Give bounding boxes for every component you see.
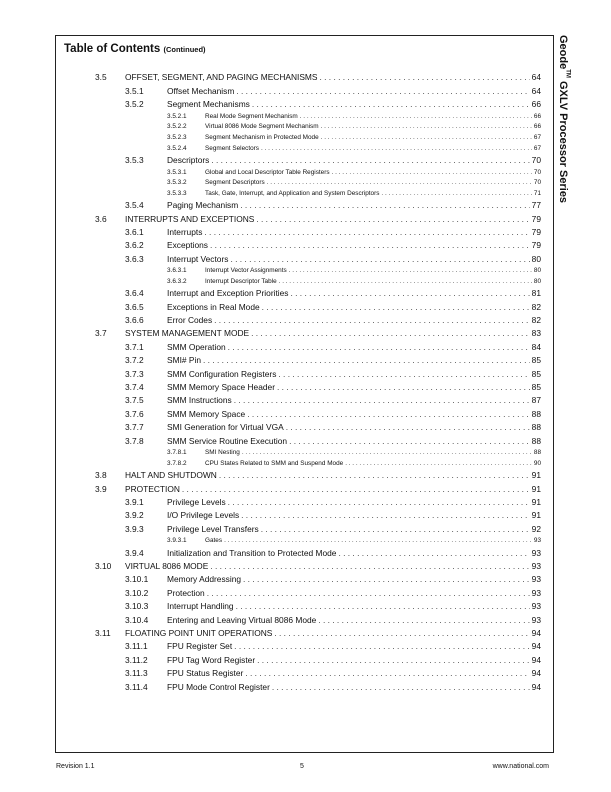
dot-leader xyxy=(291,288,530,299)
entry-title: Error Codes xyxy=(167,315,213,326)
dot-leader xyxy=(210,561,529,572)
entry-number: 3.7.1 xyxy=(125,341,144,352)
entry-title: Interrupt Vector Assignments xyxy=(205,267,287,275)
toc-entry[interactable] xyxy=(0,457,611,468)
dot-leader xyxy=(274,628,529,639)
entry-number: 3.6 xyxy=(95,213,107,224)
toc-entry[interactable] xyxy=(0,339,611,352)
entry-page: 88 xyxy=(531,422,541,433)
entry-number: 3.5.1 xyxy=(125,85,144,96)
dot-leader xyxy=(261,524,530,535)
dot-leader xyxy=(203,355,530,366)
entry-page: 84 xyxy=(531,341,541,352)
entry-page: 80 xyxy=(533,277,541,285)
entry-title: SMM Operation xyxy=(167,341,226,352)
entry-title: Privilege Level Transfers xyxy=(167,523,259,534)
dot-leader xyxy=(236,601,530,612)
toc-entry[interactable] xyxy=(0,299,611,312)
dot-leader xyxy=(381,190,531,198)
dot-leader xyxy=(214,315,530,326)
footer-revision: Revision 1.1 xyxy=(56,763,95,770)
dot-leader xyxy=(267,179,532,187)
entry-page: 92 xyxy=(531,523,541,534)
entry-number: 3.7.4 xyxy=(125,381,144,392)
entry-number: 3.5.3.1 xyxy=(167,168,187,176)
entry-title: SMM Memory Space Header xyxy=(167,381,275,392)
dot-leader xyxy=(182,484,530,495)
entry-number: 3.9.3.1 xyxy=(167,537,187,545)
entry-page: 94 xyxy=(531,628,541,639)
toc-entry[interactable] xyxy=(0,211,611,224)
entry-page: 90 xyxy=(533,459,541,467)
entry-title: SMM Instructions xyxy=(167,395,232,406)
entry-title: PROTECTION xyxy=(125,483,180,494)
entry-title: SMM Configuration Registers xyxy=(167,368,277,379)
dot-leader xyxy=(262,302,530,313)
entry-page: 87 xyxy=(531,395,541,406)
toc-entry[interactable] xyxy=(0,198,611,211)
entry-page: 70 xyxy=(533,179,541,187)
entry-number: 3.7.8.1 xyxy=(167,449,187,457)
dot-leader xyxy=(345,460,532,468)
entry-page: 91 xyxy=(531,496,541,507)
entry-page: 88 xyxy=(531,435,541,446)
entry-title: Memory Addressing xyxy=(167,574,242,585)
dot-leader xyxy=(251,328,530,339)
entry-page: 93 xyxy=(531,614,541,625)
entry-page: 94 xyxy=(531,641,541,652)
entry-page: 66 xyxy=(533,112,541,120)
entry-title: Privilege Levels xyxy=(167,496,226,507)
entry-number: 3.9.2 xyxy=(125,510,144,521)
entry-number: 3.5.3.2 xyxy=(167,179,187,187)
entry-page: 80 xyxy=(531,253,541,264)
table-of-contents xyxy=(0,70,611,693)
entry-number: 3.11.3 xyxy=(125,668,148,679)
entry-number: 3.6.1 xyxy=(125,226,144,237)
dot-leader xyxy=(277,382,530,393)
toc-entry[interactable] xyxy=(0,97,611,110)
toc-entry[interactable] xyxy=(0,166,611,177)
dot-leader xyxy=(236,86,529,97)
entry-number: 3.7.3 xyxy=(125,368,144,379)
entry-page: 91 xyxy=(531,470,541,481)
entry-number: 3.11.4 xyxy=(125,681,148,692)
dot-leader xyxy=(224,537,532,545)
toc-entry[interactable] xyxy=(0,286,611,299)
entry-title: SYSTEM MANAGEMENT MODE xyxy=(125,328,250,339)
dot-leader xyxy=(321,123,532,131)
entry-page: 80 xyxy=(533,267,541,275)
toc-entry[interactable] xyxy=(0,131,611,142)
toc-entry[interactable] xyxy=(0,177,611,188)
entry-number: 3.5.4 xyxy=(125,200,144,211)
entry-number: 3.5.2.4 xyxy=(167,144,187,152)
toc-entry[interactable] xyxy=(0,481,611,494)
entry-number: 3.5.2 xyxy=(125,99,144,110)
entry-page: 66 xyxy=(533,123,541,131)
toc-entry[interactable] xyxy=(0,572,611,585)
toc-entry[interactable] xyxy=(0,447,611,458)
entry-number: 3.7.8.2 xyxy=(167,459,187,467)
toc-entry[interactable] xyxy=(0,468,611,481)
toc-entry[interactable] xyxy=(0,238,611,251)
toc-entry[interactable] xyxy=(0,380,611,393)
entry-title: HALT AND SHUTDOWN xyxy=(125,470,217,481)
dot-leader xyxy=(257,655,530,666)
entry-page: 64 xyxy=(531,85,541,96)
dot-leader xyxy=(320,72,530,83)
entry-title: Paging Mechanism xyxy=(167,200,239,211)
entry-title: INTERRUPTS AND EXCEPTIONS xyxy=(125,213,255,224)
side-title xyxy=(557,35,571,203)
toc-entry[interactable] xyxy=(0,153,611,166)
toc-entry[interactable] xyxy=(0,495,611,508)
entry-page: 93 xyxy=(531,547,541,558)
entry-page: 70 xyxy=(531,154,541,165)
entry-number: 3.6.3 xyxy=(125,253,144,264)
dot-leader xyxy=(272,682,530,693)
entry-title: SMI Generation for Virtual VGA xyxy=(167,422,284,433)
entry-page: 85 xyxy=(531,355,541,366)
entry-page: 82 xyxy=(531,301,541,312)
entry-page: 93 xyxy=(531,561,541,572)
side-rest: GXLV Processor Series xyxy=(557,80,569,204)
entry-title: Segment Mechanism in Protected Mode xyxy=(205,133,319,141)
entry-number: 3.7.2 xyxy=(125,355,144,366)
entry-number: 3.9.3 xyxy=(125,523,144,534)
toc-entry[interactable] xyxy=(0,666,611,679)
entry-page: 64 xyxy=(531,72,541,83)
entry-title: Segment Descriptors xyxy=(205,179,265,187)
dot-leader xyxy=(228,497,530,508)
entry-title: FPU Register Set xyxy=(167,641,233,652)
dot-leader xyxy=(230,254,529,265)
toc-entry[interactable] xyxy=(0,313,611,326)
side-tm: TM xyxy=(564,69,571,78)
toc-entry[interactable] xyxy=(0,626,611,639)
entry-number: 3.5.2.2 xyxy=(167,123,187,131)
side-brand: Geode xyxy=(557,35,569,70)
entry-number: 3.10.2 xyxy=(125,587,149,598)
dot-leader xyxy=(318,615,529,626)
entry-page: 82 xyxy=(531,315,541,326)
entry-number: 3.6.6 xyxy=(125,315,144,326)
dot-leader xyxy=(300,113,532,121)
entry-title: Interrupt and Exception Priorities xyxy=(167,288,289,299)
dot-leader xyxy=(338,548,529,559)
entry-title: Gates xyxy=(205,537,223,545)
entry-number: 3.7.6 xyxy=(125,408,144,419)
entry-page: 79 xyxy=(531,240,541,251)
entry-page: 77 xyxy=(531,200,541,211)
entry-page: 67 xyxy=(533,133,541,141)
entry-title: I/O Privilege Levels xyxy=(167,510,240,521)
entry-title: FLOATING POINT UNIT OPERATIONS xyxy=(125,628,273,639)
dot-leader xyxy=(243,574,530,585)
entry-number: 3.7 xyxy=(95,328,107,339)
entry-title: Interrupt Vectors xyxy=(167,253,229,264)
entry-page: 94 xyxy=(531,654,541,665)
dot-leader xyxy=(321,134,532,142)
dot-leader xyxy=(332,169,532,177)
entry-page: 91 xyxy=(531,510,541,521)
toc-entry[interactable] xyxy=(0,535,611,546)
dot-leader xyxy=(241,510,530,521)
toc-entry[interactable] xyxy=(0,521,611,534)
dot-leader xyxy=(256,214,529,225)
entry-page: 93 xyxy=(531,587,541,598)
toc-entry[interactable] xyxy=(0,187,611,198)
toc-entry[interactable] xyxy=(0,599,611,612)
entry-number: 3.9.4 xyxy=(125,547,144,558)
entry-page: 70 xyxy=(533,168,541,176)
toc-entry[interactable] xyxy=(0,251,611,264)
entry-page: 93 xyxy=(533,537,541,545)
dot-leader xyxy=(289,436,530,447)
entry-page: 79 xyxy=(531,213,541,224)
toc-entry[interactable] xyxy=(0,612,611,625)
entry-page: 83 xyxy=(531,328,541,339)
entry-page: 94 xyxy=(531,681,541,692)
entry-title: Global and Local Descriptor Table Registers xyxy=(205,168,330,176)
entry-title: Interrupts xyxy=(167,226,203,237)
entry-title: Segment Mechanisms xyxy=(167,99,250,110)
dot-leader xyxy=(242,449,532,457)
dot-leader xyxy=(279,278,532,286)
entry-page: 67 xyxy=(533,144,541,152)
toc-entry[interactable] xyxy=(0,326,611,339)
entry-number: 3.6.3.1 xyxy=(167,267,187,275)
entry-title: FPU Tag Word Register xyxy=(167,654,256,665)
dot-leader xyxy=(234,641,530,652)
entry-title: Real Mode Segment Mechanism xyxy=(205,112,298,120)
entry-title: Interrupt Handling xyxy=(167,601,234,612)
toc-entry[interactable] xyxy=(0,639,611,652)
entry-title: Virtual 8086 Mode Segment Mechanism xyxy=(205,123,319,131)
toc-entry[interactable] xyxy=(0,508,611,521)
entry-title: Interrupt Descriptor Table xyxy=(205,277,277,285)
entry-number: 3.7.5 xyxy=(125,395,144,406)
entry-title: SMI Nesting xyxy=(205,449,240,457)
toc-entry[interactable] xyxy=(0,433,611,446)
toc-entry[interactable] xyxy=(0,121,611,132)
toc-entry[interactable] xyxy=(0,585,611,598)
dot-leader xyxy=(204,227,529,238)
entry-page: 94 xyxy=(531,668,541,679)
entry-title: Offset Mechanism xyxy=(167,85,235,96)
toc-entry[interactable] xyxy=(0,406,611,419)
entry-title: VIRTUAL 8086 MODE xyxy=(125,561,209,572)
entry-number: 3.9.1 xyxy=(125,496,144,507)
dot-leader xyxy=(240,200,529,211)
toc-entry[interactable] xyxy=(0,366,611,379)
dot-leader xyxy=(247,409,529,420)
entry-number: 3.10 xyxy=(95,561,112,572)
toc-entry[interactable] xyxy=(0,353,611,366)
entry-page: 85 xyxy=(531,368,541,379)
dot-leader xyxy=(219,470,530,481)
title-text: Table of Contents xyxy=(64,43,161,55)
dot-leader xyxy=(278,369,529,380)
entry-page: 85 xyxy=(531,381,541,392)
entry-title: SMM Memory Space xyxy=(167,408,246,419)
entry-number: 3.6.3.2 xyxy=(167,277,187,285)
entry-title: OFFSET, SEGMENT, AND PAGING MECHANISMS xyxy=(125,72,318,83)
entry-number: 3.6.5 xyxy=(125,301,144,312)
page-title xyxy=(64,43,206,55)
dot-leader xyxy=(289,267,532,275)
entry-number: 3.11.2 xyxy=(125,654,148,665)
entry-page: 66 xyxy=(531,99,541,110)
entry-number: 3.10.3 xyxy=(125,601,149,612)
toc-entry[interactable] xyxy=(0,110,611,121)
entry-number: 3.8 xyxy=(95,470,107,481)
dot-leader xyxy=(252,99,530,110)
entry-title: Task, Gate, Interrupt, and Application and System Descriptors xyxy=(205,189,380,197)
dot-leader xyxy=(234,395,530,406)
toc-entry[interactable] xyxy=(0,70,611,83)
entry-title: Descriptors xyxy=(167,154,210,165)
entry-page: 93 xyxy=(531,601,541,612)
dot-leader xyxy=(207,588,530,599)
entry-title: Exceptions in Real Mode xyxy=(167,301,260,312)
dot-leader xyxy=(286,422,530,433)
dot-leader xyxy=(210,240,530,251)
entry-page: 81 xyxy=(531,288,541,299)
entry-number: 3.6.4 xyxy=(125,288,144,299)
entry-number: 3.11.1 xyxy=(125,641,148,652)
dot-leader xyxy=(228,342,530,353)
entry-title: SMM Service Routine Execution xyxy=(167,435,288,446)
entry-page: 71 xyxy=(533,189,541,197)
dot-leader xyxy=(261,145,532,153)
entry-number: 3.11 xyxy=(95,628,111,639)
entry-number: 3.5 xyxy=(95,72,107,83)
toc-entry[interactable] xyxy=(0,652,611,665)
title-suffix: (Continued) xyxy=(163,45,206,54)
entry-number: 3.5.2.1 xyxy=(167,112,187,120)
toc-entry[interactable] xyxy=(0,225,611,238)
entry-page: 91 xyxy=(531,483,541,494)
toc-entry[interactable] xyxy=(0,559,611,572)
entry-number: 3.5.3 xyxy=(125,154,144,165)
dot-leader xyxy=(245,668,529,679)
dot-leader xyxy=(211,155,529,166)
toc-entry[interactable] xyxy=(0,83,611,96)
entry-title: FPU Mode Control Register xyxy=(167,681,270,692)
entry-title: SMI# Pin xyxy=(167,355,201,366)
entry-title: Exceptions xyxy=(167,240,208,251)
toc-entry[interactable] xyxy=(0,142,611,153)
entry-title: Initialization and Transition to Protected Mode xyxy=(167,547,337,558)
entry-number: 3.7.7 xyxy=(125,422,144,433)
footer-url[interactable]: www.national.com xyxy=(492,763,549,770)
entry-page: 79 xyxy=(531,226,541,237)
entry-title: FPU Status Register xyxy=(167,668,244,679)
entry-title: Entering and Leaving Virtual 8086 Mode xyxy=(167,614,317,625)
entry-title: CPU States Related to SMM and Suspend Mode xyxy=(205,459,344,467)
entry-number: 3.10.4 xyxy=(125,614,149,625)
entry-title: Protection xyxy=(167,587,205,598)
entry-number: 3.6.2 xyxy=(125,240,144,251)
entry-number: 3.5.3.3 xyxy=(167,189,187,197)
toc-entry[interactable] xyxy=(0,275,611,286)
entry-number: 3.9 xyxy=(95,483,107,494)
entry-page: 88 xyxy=(533,449,541,457)
entry-number: 3.5.2.3 xyxy=(167,133,187,141)
toc-entry[interactable] xyxy=(0,420,611,433)
entry-page: 93 xyxy=(531,574,541,585)
entry-title: Segment Selectors xyxy=(205,144,259,152)
entry-number: 3.7.8 xyxy=(125,435,144,446)
entry-page: 88 xyxy=(531,408,541,419)
toc-entry[interactable] xyxy=(0,393,611,406)
toc-entry[interactable] xyxy=(0,679,611,692)
toc-entry[interactable] xyxy=(0,545,611,558)
footer-page-number: 5 xyxy=(300,763,304,770)
toc-entry[interactable] xyxy=(0,265,611,276)
entry-number: 3.10.1 xyxy=(125,574,149,585)
